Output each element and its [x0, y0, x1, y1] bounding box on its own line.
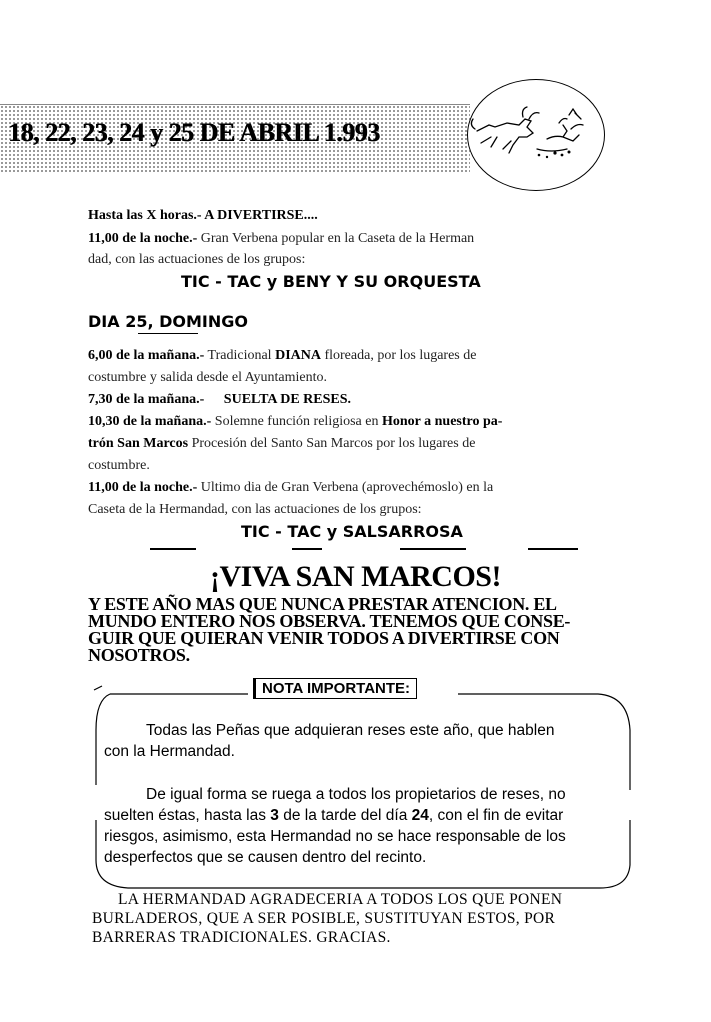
- separator-rule: [150, 548, 196, 550]
- schedule-text: Gran Verbena popular en la Caseta de la Herman: [197, 231, 475, 246]
- day-title-underline: [138, 333, 198, 334]
- schedule-highlight: trón San Marcos: [88, 436, 189, 451]
- schedule-text: Caseta de la Hermandad, con las actuaciones de los grupos:: [88, 502, 422, 517]
- schedule-text: Solemne función religiosa en: [211, 414, 382, 429]
- notice-line: [104, 805, 624, 826]
- announcement-line: GUIR QUE QUIERAN VENIR TODOS A DIVERTIRSE CON: [88, 628, 560, 648]
- separator-rule: [400, 548, 466, 550]
- bull-logo-icon: [467, 79, 603, 189]
- announcement-line: Y ESTE AÑO MAS QUE NUNCA PRESTAR ATENCION. EL: [88, 594, 557, 614]
- page-title: 18, 22, 23, 24 y 25 DE ABRIL 1.993: [8, 118, 380, 147]
- notice-line: con la Hermandad.: [104, 743, 235, 760]
- schedule-time: 6,00 de la mañana.-: [88, 348, 205, 363]
- schedule-line: [88, 370, 327, 386]
- separator-rule: [528, 548, 578, 550]
- viva-heading: ¡VIVA SAN MARCOS!: [210, 560, 501, 593]
- schedule-time: Hasta las X horas.- A DIVERTIRSE....: [88, 208, 318, 223]
- schedule-time: 11,00 de la noche.-: [88, 231, 198, 246]
- notice-paragraph: [104, 720, 624, 762]
- notice-line: riesgos, asimismo, esta Hermandad no se hace responsable de los: [104, 828, 566, 845]
- day-title: DIA 25, DOMINGO: [88, 312, 248, 331]
- footer-line: BARRERAS TRADICIONALES. GRACIAS.: [92, 929, 391, 946]
- schedule-line: [88, 502, 422, 518]
- footer-note: [92, 890, 637, 947]
- schedule-text: floreada, por los lugares de: [320, 348, 477, 363]
- schedule-line: [88, 392, 351, 408]
- band-names: TIC - TAC y SALSARROSA: [241, 522, 463, 541]
- schedule-line: [88, 208, 318, 224]
- notice-label: NOTA IMPORTANTE:: [253, 678, 417, 699]
- schedule-time: 7,30 de la mañana.-: [88, 392, 205, 407]
- schedule-text: dad, con las actuaciones de los grupos:: [88, 252, 306, 267]
- schedule-text: costumbre y salida desde el Ayuntamiento.: [88, 370, 327, 385]
- announcement: [88, 596, 640, 664]
- notice-line: desperfectos que se causen dentro del recinto.: [104, 849, 427, 866]
- schedule-line: [88, 458, 150, 474]
- announcement-line: MUNDO ENTERO NOS OBSERVA. TENEMOS QUE CONSE-: [88, 611, 571, 631]
- notice-text: de la tarde del día: [278, 807, 412, 824]
- notice-day: 24: [411, 807, 429, 824]
- schedule-line: [88, 348, 476, 364]
- schedule-text: costumbre.: [88, 458, 150, 473]
- notice-text: , con el fin de evitar: [428, 807, 564, 824]
- notice-paragraph: [104, 784, 624, 868]
- schedule-highlight: Honor a nuestro pa-: [381, 414, 503, 429]
- schedule-line: [88, 480, 493, 496]
- notice-hour: 3: [270, 807, 279, 824]
- schedule-highlight: SUELTA DE RESES.: [223, 392, 352, 407]
- schedule-time: 11,00 de la noche.-: [88, 480, 198, 495]
- schedule-time: 10,30 de la mañana.-: [88, 414, 212, 429]
- schedule-text: Procesión del Santo San Marcos por los lugares de: [188, 436, 476, 451]
- notice-line: Todas las Peñas que adquieran reses este año, que hablen: [146, 722, 555, 739]
- schedule-line: [88, 436, 475, 452]
- band-names: TIC - TAC y BENY Y SU ORQUESTA: [181, 272, 481, 291]
- announcement-line: NOSOTROS.: [88, 645, 190, 665]
- schedule-line: [88, 414, 502, 430]
- schedule-line: [88, 231, 474, 247]
- schedule-highlight: DIANA: [275, 348, 321, 363]
- footer-line: BURLADEROS, QUE A SER POSIBLE, SUSTITUYAN ESTOS, POR: [92, 910, 556, 927]
- footer-line: LA HERMANDAD AGRADECERIA A TODOS LOS QUE PONEN: [118, 891, 563, 908]
- schedule-text: Tradicional: [204, 348, 276, 363]
- notice-text: suelten éstas, hasta las: [104, 807, 271, 824]
- separator-rule: [292, 548, 322, 550]
- schedule-text: Ultimo dia de Gran Verbena (aprovechémoslo) en la: [197, 480, 494, 495]
- schedule-line: [88, 252, 305, 268]
- notice-line: De igual forma se ruega a todos los propietarios de reses, no: [146, 786, 566, 803]
